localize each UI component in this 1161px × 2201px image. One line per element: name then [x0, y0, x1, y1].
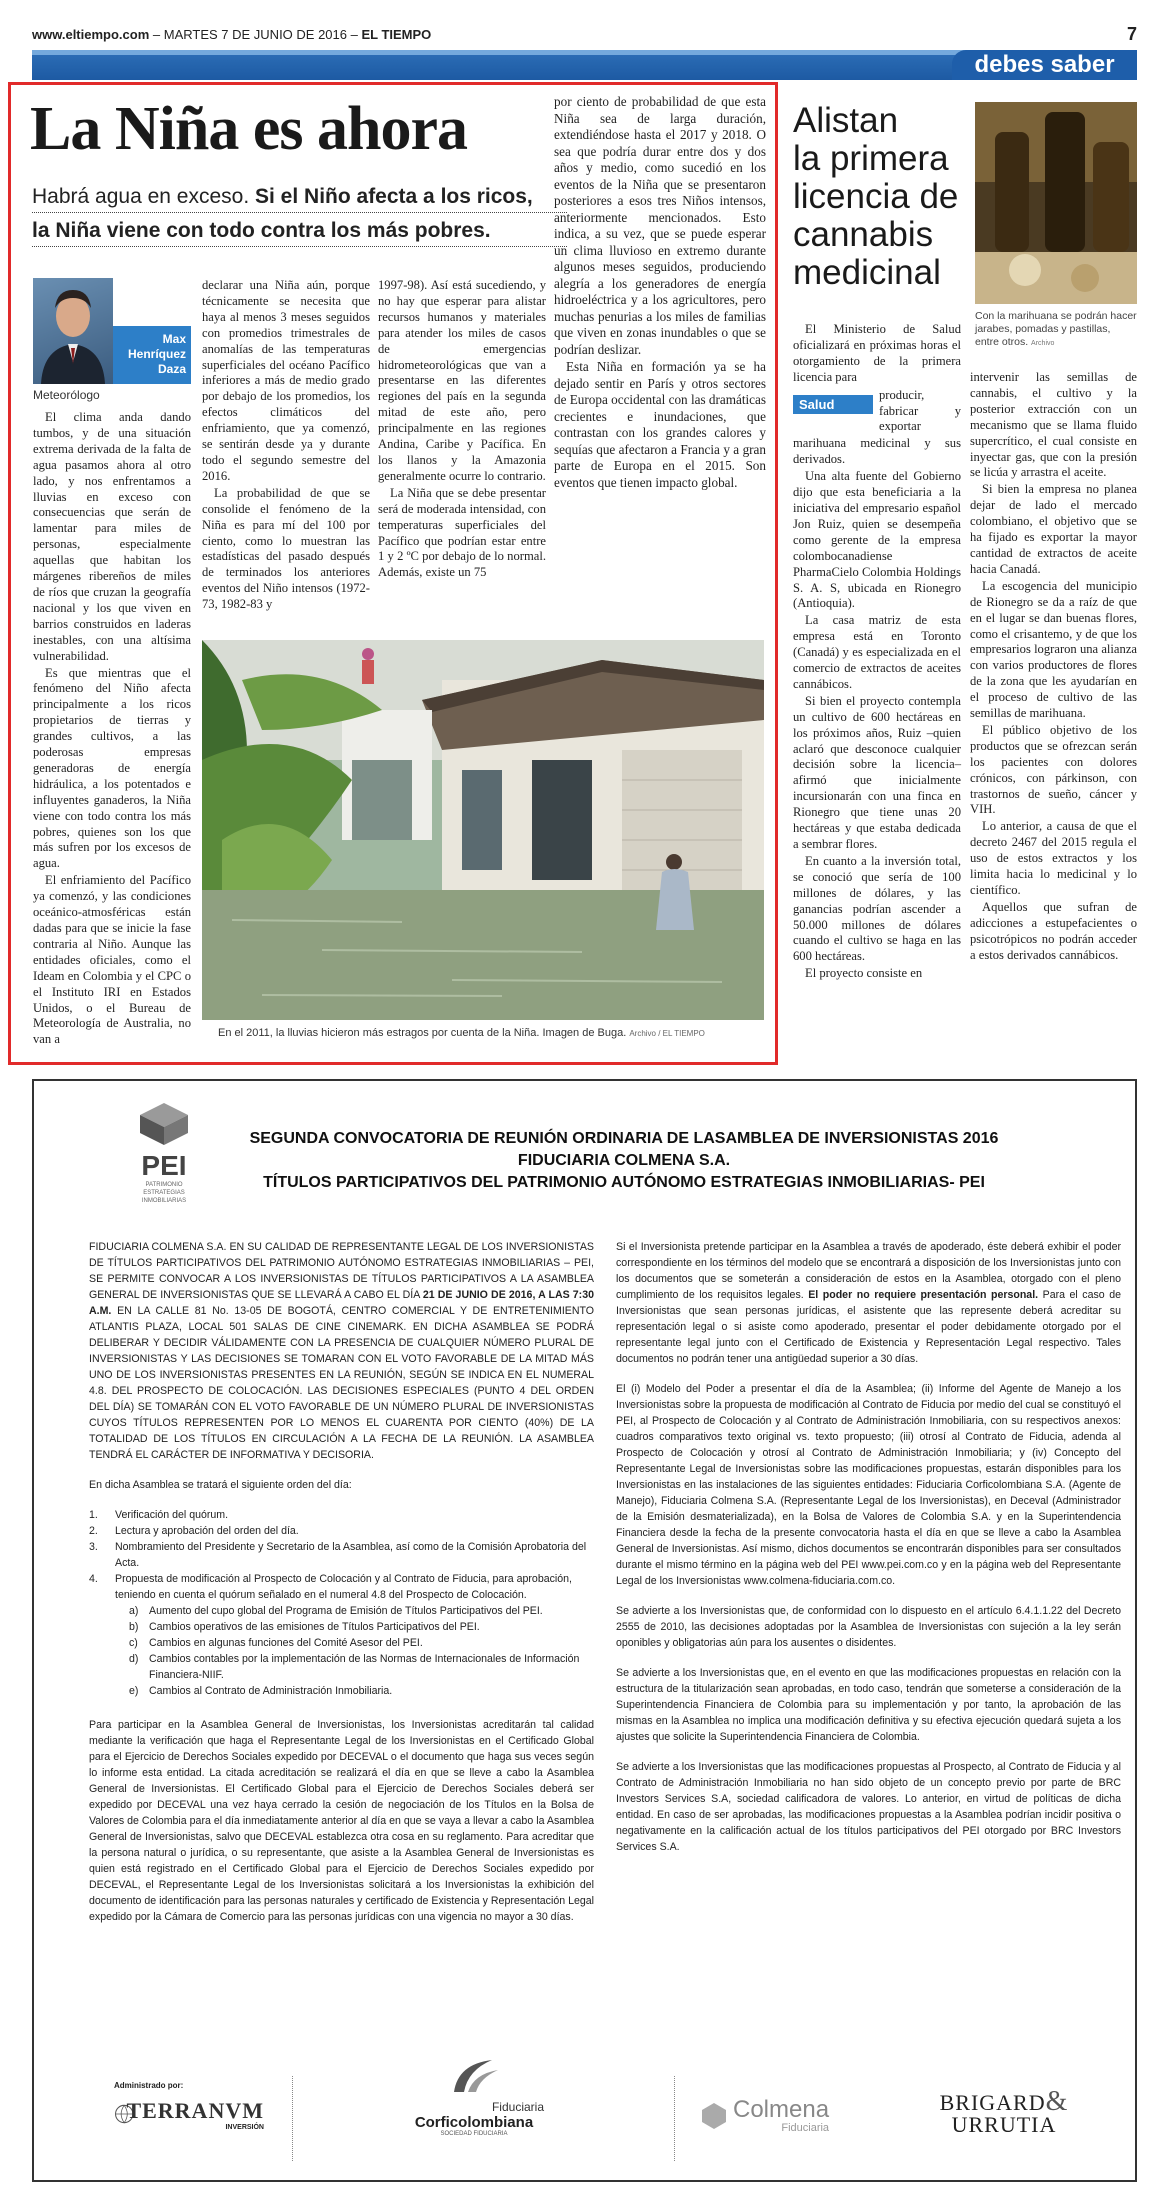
cannabis-photo: [975, 102, 1137, 304]
ad-title-1: SEGUNDA CONVOCATORIA DE REUNIÓN ORDINARIA DE LASAMBLEA DE INVERSIONISTAS 2016: [249, 1130, 999, 1147]
admin-label: Administrado por:: [114, 2081, 184, 2090]
agenda-num: 4.: [89, 1573, 98, 1585]
agenda-num: 1.: [89, 1509, 98, 1521]
side-colA-p5: En cuanto a la inversión total, se conoció que sería de 100 millones de dólares, y las ganancias podrían ascender a 50.000 millones de dólares cuando el cultivo se haga en las 600 hectáreas.: [793, 853, 961, 964]
side-colA-p2: Una alta fuente del Gobierno dijo que esta beneficiaria a la iniciativa del empresario español Jon Ruiz, quien se desempeña como gerente de la empresa colombocanadiense PharmaCielo Colombia Holdings S. A. S, ubicada en Rionegro (Antioquia).: [793, 469, 961, 611]
subagenda-text: Cambios al Contrato de Administración Inmobiliaria.: [149, 1685, 393, 1697]
author-name-box: [113, 326, 191, 384]
author-last: Daza: [157, 362, 186, 376]
ad-right-p2: El (i) Modelo del Poder a presentar el día de la Asamblea; (ii) Informe del Agente de Manejo a los Inversionistas sobre la propuesta de modificación al Contrato de Fiducia por medio del cual se constituyó el PEI, al Prospecto de Colocación y al Contrato de Administración Inmobiliaria, con su respectivos anexos: cuadros comparativos texto original vs. texto propuesto; (iii) otrosí al Contrato de Fiducia, adenda al Prospecto de Colocación y otrosí al Contrato de Administración Inmobiliaria; y (iv) Concepto del Representante Legal de Inversionistas sobre las modificaciones propuestas, estarán disponibles para los Inversionistas en las instalaciones de las siguientes entidades: Fiduciaria Corficolombiana S.A. (Agente de Manejo), Fiduciaria Colmena S.A. (Representante Legal de los Inversionistas), en Deceval (Administrador de la Emisión desmaterializada), en la Bolsa de Valores de Colombia S.A. y en la Superintendencia Financiera desde la fecha de la presente convocatoria hasta el día en que se lleve a cabo la Asamblea General de Inversionistas. Así mismo, dichos documentos se encontrarán disponibles para ser consultados durante el mismo término en la página web del PEI www.pei.com.co y en la página web del Representante Legal de los Inversionistas www.colmena-fiduciaria.com.co.: [616, 1383, 1121, 1587]
side-col-b: [970, 370, 1137, 965]
ad-right-p1-a: Si el Inversionista pretende participar en la Asamblea a través de apoderado, éste deberá exhibir el poder correspondiente en los términos del modelo que se encontrará a disposición de los Inversionistas junto con los documentos que se someterán a consideración de estos en la Asamblea, otorgado con el pleno cumplimiento de los requisitos legales.: [616, 1241, 1121, 1301]
ad-left-p3: Para participar en la Asamblea General de Inversionistas, los Inversionistas acreditarán tal calidad mediante la verificación que haga el Representante Legal de los Inversionistas en el Certificado Global para el Ejercicio de Derechos Sociales expedido por DECEVAL o el documento que haga sus veces según lo informe esta entidad. La citada acreditación se realizará el día en que se lleve a cabo la Asamblea General de Inversionistas. El Certificado Global para el Ejercicio de Derechos Sociales deberá ser expedido por DECEVAL una vez haya cerrado la cesión de negociación de los Títulos en la Bolsa de Valores de Colombia para el día inmediatamente anterior al día en que se vaya a llevar a cabo la Asamblea General de Inversionistas, salvo que DECEVAL establezca otra cosa en su reglamento. Para acreditar que la persona natural o jurídica, o su representante, que asiste a la Asamblea General de Inversionistas es quien está registrado en el Certificado Global para el Ejercicio de Derechos Sociales expedido por DECEVAL, el Representante Legal de los Inversionistas solicitará a los Inversionistas la exhibición del documento de identificación para las personas naturales y certificado de Existencia y Representación Legal expedido por la Cámara de Comercio para las personas jurídicas con una vigencia no mayor a 30 días.: [89, 1719, 594, 1923]
side-colB-p6: Aquellos que sufran de adicciones a estupefacientes o psicotrópicos no podrán acceder a estos derivados cannábicos.: [970, 899, 1137, 962]
main-headline: La Niña es ahora: [30, 95, 467, 163]
agenda-text: Verificación del quórum.: [115, 1509, 229, 1521]
agenda-item: [89, 1507, 594, 1523]
agenda-text: Nombramiento del Presidente y Secretario de la Asamblea, así como de la Comisión Aprobatoria del Acta.: [115, 1541, 587, 1569]
side-headline: [793, 102, 973, 292]
logo-divider: [674, 2076, 675, 2161]
main-col3-p2: La Niña que se debe presentar será de moderada intensidad, con temperaturas superficiales del Pacífico que podrían estar entre 1 y 2 ºC por debajo de lo normal. Además, existe un 75: [378, 485, 546, 580]
main-col3-p1: 1997-98). Así está sucediendo, y no hay que esperar para alistar recursos humanos y materiales para atender los miles de casos de emergencias hidrometeorológicas que van a presentarse en las diferentes regiones del país en la segunda mitad de este año, pero principalmente en las regiones Andina, Caribe y Pacífica. En los llanos y la Amazonia generalmente ocurre lo contrario.: [378, 278, 546, 483]
ad-left-p1-a: FIDUCIARIA COLMENA S.A. EN SU CALIDAD DE REPRESENTANTE LEGAL DE LOS INVERSIONISTAS DE TÍTULOS PARTICIPATIVOS DEL PATRIMONIO AUTÓNOMO ESTRATEGIAS INMOBILIARIAS – PEI, SE PERMITE CONVOCAR A LOS INVERSIONISTAS DE TÍTULOS PARTICIPATIVOS A LA ASAMBLEA GENERAL DE INVERSIONISTAS QUE SE LLEVARÁ A CABO EL DÍA: [89, 1241, 594, 1301]
subagenda-num: b): [129, 1621, 139, 1633]
agenda-text: Lectura y aprobación del orden del día.: [115, 1525, 299, 1537]
author-first: Max: [162, 332, 186, 346]
subagenda-item: [89, 1603, 594, 1619]
main-col1-p1: El clima anda dando tumbos, y de una situación extrema derivada de la falta de agua pasamos ahora al otro lado, y nos enfrentamos a lluvias en exceso con consecuencias que serán de lamentar para miles de personas, especialmente aquellas que habitan los márgenes ribereños de miles de ríos que cruzan la geografía nacional y los que viven en barrios construidos en laderas inestables, con una altísima vulnerabilidad.: [33, 410, 191, 663]
ad-right-p1-b: Para el caso de Inversionistas que sean personas jurídicas, el asistente que las represente deberá acreditar su representación legal o si asiste como apoderado, presentar el poder debidamente otorgado por el representante legal junto con el Certificado de Existencia y Representación Legal respectivo. Tales documentos no podrán tener una antigüedad superior a 30 días.: [616, 1289, 1121, 1365]
corficolombiana-text: Corficolombiana: [414, 2114, 534, 2131]
page-number: 7: [1126, 24, 1137, 44]
main-deck: [32, 183, 592, 247]
corficolombiana-swoosh-icon: [444, 2056, 504, 2096]
corficolombiana-top: Fiduciaria: [491, 2100, 544, 2114]
author-middle: Henríquez: [127, 347, 186, 361]
colmena-sub: Fiduciaria: [781, 2122, 830, 2134]
subagenda-text: Cambios operativos de las emisiones de Títulos Participativos del PEI.: [149, 1621, 480, 1633]
side-colA-p3: La casa matriz de esta empresa está en Toronto (Canadá) y es especializada en el comercio de extractos de aceites cannábicos.: [793, 613, 961, 691]
ad-left-p1-bold: 21 DE JUNIO DE 2016, A LAS 7:30 A.M.: [89, 1289, 594, 1317]
pei-logo-sub: PATRIMONIO ESTRATEGIAS INMOBILIARIAS: [141, 1182, 187, 1204]
cannabis-caption-text: Con la marihuana se podrán hacer jarabes, pomadas y pastillas, entre otros.: [975, 310, 1137, 348]
side-intro: El Ministerio de Salud oficializará en próximas horas el otorgamiento de la primera licencia para: [793, 322, 961, 384]
side-colB-p4: El público objetivo de los productos que se ofrezcan serán los pacientes con dolores crónicos, con párkinson, con trastornos de sueño, cáncer y VIH.: [970, 722, 1137, 817]
ad-left-p1: [89, 1239, 594, 1463]
page-header: [32, 25, 1137, 49]
site-url[interactable]: www.eltiempo.com: [32, 27, 150, 42]
subagenda-item: [89, 1651, 594, 1683]
subagenda-item: [89, 1635, 594, 1651]
side-headline-line-5: medicinal: [793, 253, 941, 292]
terranvm-logo: [114, 2081, 264, 2134]
side-headline-line-1: Alistan: [793, 101, 899, 140]
agenda-item: [89, 1571, 594, 1603]
ad-title-3: TÍTULOS PARTICIPATIVOS DEL PATRIMONIO AUTÓNOMO ESTRATEGIAS INMOBILIARIAS- PEI: [263, 1174, 985, 1191]
subagenda-num: d): [129, 1653, 139, 1665]
main-col-1: [33, 278, 191, 1049]
cannabis-photo-caption: [975, 310, 1137, 350]
subagenda-item: [89, 1619, 594, 1635]
deck-bold-2: la Niña viene con todo contra los más pobres.: [32, 219, 491, 242]
ad-left-p2: En dicha Asamblea se tratará el siguiente orden del día:: [89, 1479, 352, 1491]
cannabis-caption-credit: Archivo: [1031, 340, 1055, 347]
salud-row: [793, 388, 961, 437]
side-colB-p5: Lo anterior, a causa de que el decreto 2467 del 2015 regula el uso de estos extractos y los limita hacia lo medicinal y lo científico.: [970, 819, 1137, 897]
main-col1-p2: Es que mientras que el fenómeno del Niño afecta principalmente a los ricos propietarios de tierras y grandes cultivos, a las poderosas empresas generadoras de energía hidráulica, a los potentados e influyentes ganaderos, la Niña viene con todo contra los más pobres, quienes son los que más sufren por los excesos de agua.: [33, 665, 191, 871]
flood-photo: [202, 640, 764, 1020]
subagenda-num: c): [129, 1637, 138, 1649]
ad-right-p1: [616, 1239, 1121, 1367]
main-col2-p1: declarar una Niña aún, porque técnicamente se necesita que haya al menos 3 meses seguidos con promedios trimestrales de anomalías de las temperaturas superficiales del océano Pacífico inferiores a más de medio grado por debajo de los promedios, los efectos climáticos del enfriamiento, que ya comenzó, se sentirán desde ya y durante todo el segundo semestre del 2016.: [202, 278, 370, 483]
section-label: debes saber: [952, 50, 1137, 80]
flood-photo-caption: [218, 1027, 764, 1039]
side-colA-p1: marihuana medicinal y sus derivados.: [793, 436, 961, 467]
ad-title-2: FIDUCIARIA COLMENA S.A.: [517, 1152, 731, 1169]
agenda-num: 3.: [89, 1541, 98, 1553]
subagenda-text: Cambios en algunas funciones del Comité Asesor del PEI.: [149, 1637, 423, 1649]
colmena-logo: [699, 2098, 849, 2134]
agenda-num: 2.: [89, 1525, 98, 1537]
main-col-4: [554, 94, 766, 492]
main-col-3: [378, 278, 546, 582]
deck-bold-1: Si el Niño afecta a los ricos,: [255, 185, 533, 208]
side-col-a: [793, 322, 961, 983]
side-colA-p6: El proyecto consiste en: [805, 966, 923, 981]
pei-logo-text: PEI: [141, 1150, 187, 1181]
subagenda-item: [89, 1683, 594, 1699]
flood-caption-credit: Archivo / EL TIEMPO: [629, 1029, 705, 1038]
ad-left-p1-b: EN LA CALLE 81 No. 13-05 DE BOGOTÁ, CENTRO COMERCIAL Y DE ENTRETENIMIENTO ATLANTIS PLAZA, LOCAL 501 SALAS DE CINE CINEMARK. EN DICHA ASAMBLEA SE PODRÁ DELIBERAR Y DECIDIR VÁLIDAMENTE CON LA PRESENCIA DE CUALQUIER NÚMERO PLURAL DE INVERSIONISTAS Y LAS DECISIONES SE TOMARAN CON EL VOTO FAVORABLE DE LA MITAD MÁS UNO DE LOS INVERSIONISTAS PRESENTES EN LA REUNIÓN, SEGÚN SE INDICA EN EL NUMERAL 4.8. DEL PROSPECTO DE COLOCACIÓN. LAS DECISIONES ESPECIALES (PUNTO 4 DEL ORDEN DEL DÍA) SE TOMARÁN CON EL VOTO FAVORABLE DE UN NÚMERO PLURAL DE INVERSIONISTAS CUYOS TÍTULOS REPRESENTEN POR LO MENOS EL CUARENTA POR CIENTO (40%) DE LA TOTALIDAD DE LOS TÍTULOS EN CIRCULACIÓN A LA FECHA DE LA REUNIÓN. LA ASAMBLEA TENDRÁ EL CARÁCTER DE INFORMATIVA Y DECISORIA.: [89, 1305, 594, 1461]
agenda-text: Propuesta de modificación al Prospecto de Colocación y al Contrato de Fiducia, para aprobación, teniendo en cuenta el quórum señalado en el numeral 4.8 del Prospecto de Colocación.: [115, 1573, 572, 1601]
agenda-item: [89, 1539, 594, 1571]
ad-right-p3: Se advierte a los Inversionistas que, de conformidad con lo dispuesto en el artículo 6.4.1.1.22 del Decreto 2555 de 2010, las decisiones adoptadas por la Asamblea de Inversionistas con sujeción a la ley serán oponibles y obligatorias aún para los ausentes o disidentes.: [616, 1605, 1121, 1649]
side-colB-p2: Si bien la empresa no planea dejar de lado el mercado colombiano, el objetivo que se ha fijado es exportar la mayor cantidad de extractos de aceite hacia Canadá.: [970, 482, 1137, 576]
side-headline-line-2: la primera: [793, 139, 949, 178]
section-bar: [32, 50, 1137, 80]
ad-right-p5: Se advierte a los Inversionistas que las modificaciones propuestas al Prospecto, al Contrato de Fiducia y al Contrato de Administración Inmobiliaria no han sido objeto de un concepto previo por parte de BRC Investors Services S.A, sociedad calificadora de valores. Lo anterior, en virtud de políticas de dicha entidad. En caso de ser aprobadas, las modificaciones propuestas a la Asamblea podrían incidir positiva o negativamente en la calificación actual de los títulos participativos del PEI otorgado por BRC Investors Services S.A.: [616, 1761, 1121, 1853]
side-wrap-text: producir, fabricar y exportar: [879, 387, 961, 434]
brigard-text: BRIGARD: [939, 2090, 1046, 2115]
ad-titles: [194, 1128, 1054, 1194]
main-col-2: [202, 278, 370, 614]
author-box: [33, 278, 191, 384]
newspaper-name: EL TIEMPO: [361, 27, 432, 42]
corficolombiana-logo: [404, 2056, 544, 2137]
issue-date: MARTES 7 DE JUNIO DE 2016: [163, 27, 347, 42]
ad-left-column: [89, 1239, 594, 1939]
urrutia-text: URRUTIA: [951, 2112, 1057, 2137]
side-colA-p4: Si bien el proyecto contempla un cultivo de 600 hectáreas en los próximos años, Ruiz –quien aclaró que desconoce cualquier decisión sobre la licencia– afirmó que inicialmente incursionarán con una finca en Rionegro que tiene unas 20 hectáreas y que estaba dedicada a sembrar flores.: [793, 693, 961, 851]
main-col2-p2: La probabilidad de que se consolide el fenómeno de la Niña es para mí del 100 por ciento, como lo muestran las estadísticas del pasado después de terminados los anteriores eventos del Niño intensos (1972-73, 1982-83 y: [202, 485, 370, 612]
dateline: www.eltiempo.com – MARTES 7 DE JUNIO DE 2016 – EL TIEMPO: [32, 27, 432, 42]
terranvm-sub: INVERSIÓN: [225, 2123, 264, 2131]
side-colB-p1: intervenir las semillas de cannabis, el cultivo y la posterior extracción con un mecanismo que se llama fluido supercrítico, el cual consiste en inyectar gas, que con la presión se licúa y arrastra el aceite.: [970, 370, 1137, 480]
brigard-urrutia-logo: [929, 2086, 1079, 2137]
side-colB-p3: La escogencia del municipio de Rionegro se da a raíz de que en el lugar se dan buenas flores, como el crisantemo, y de que los empresarios lograron una alianza con varios productores de flores de la zona que les ayudarían en el proceso de cultivo de las semillas de marihuana.: [970, 578, 1137, 721]
ad-right-p4: Se advierte a los Inversionistas que, en el evento en que las modificaciones propuestas en relación con la estructura de la titularización sean aprobadas, en todo caso, tendrán que someterse a consideración de la Superintendencia Financiera de Colombia para su implementación y por tanto, la aprobación de las mismas en la Asamblea no implica una modificación definitiva y su efectiva ejecución quedará sujeta a los ajustes que solicite la Superintendencia Financiera de Colombia.: [616, 1667, 1121, 1743]
subagenda-num: a): [129, 1605, 139, 1617]
side-headline-line-4: cannabis: [793, 215, 934, 254]
pei-logo: [124, 1101, 204, 1205]
ad-notice: [32, 1079, 1137, 2182]
salud-tag-wrap: [793, 388, 873, 437]
pei-cube-icon: [136, 1101, 192, 1147]
author-photo: [33, 278, 113, 384]
main-col1-p3: El enfriamiento del Pacífico ya comenzó, y las condiciones oceánico-atmosféricas están dadas para que se inicie la fase contraria al Niño. Aunque las entidades oficiales, como el Ideam en Colombia y el CPC o el Instituto IRI en Estados Unidos, o el Bureau de Meteorología de Australia, no van a: [33, 873, 191, 1047]
logo-divider: [292, 2076, 293, 2161]
colmena-text: Colmena: [733, 2096, 830, 2123]
subagenda-text: Aumento del cupo global del Programa de Emisión de Títulos Participativos del PEI.: [149, 1605, 543, 1617]
subagenda-text: Cambios contables por la implementación de las Normas de Internacionales de Información Financiera-NIIF.: [149, 1653, 580, 1681]
agenda-item: [89, 1523, 594, 1539]
brigard-amp: &: [1045, 2086, 1069, 2117]
deck-light: Habrá agua en exceso.: [32, 185, 250, 208]
salud-tag: Salud: [793, 395, 873, 414]
flood-caption-text: En el 2011, la lluvias hicieron más estragos por cuenta de la Niña. Imagen de Buga.: [218, 1027, 627, 1039]
ad-agenda: [89, 1507, 594, 1699]
side-headline-line-3: licencia de: [793, 177, 959, 216]
main-col4-p1: por ciento de probabilidad de que esta Niña sea de larga duración, extendiéndose hasta el 2017 y 2018. O sea que podría durar entre dos y dos años y medio, como sucedió en los eventos de la Niña que se presentaron posteriores a esos tres Niños intensos, anteriormente mencionados. Esto indica, a su vez, que se puede esperar un clima lluvioso en extremo durante algunos meses seguidos, produciendo alegría a los generadores de energía hidroeléctrica y a los agricultores, pero muchas penurias a los miles de familias que viven en zonas inundables o que se podrían deslizar.: [554, 94, 766, 357]
subagenda-num: e): [129, 1685, 139, 1697]
ad-right-column: [616, 1239, 1121, 1869]
main-col4-p2: Esta Niña en formación ya se ha dejado sentir en París y otros sectores de Europa occidental con las dramáticas crecientes e inundaciones, que contrastan con los grandes calores y sequías que afectaron a Francia y a gran parte de Europa en el 2015. Son eventos que tienen impacto global.: [554, 359, 767, 490]
terranvm-text: TERRANVM: [126, 2097, 264, 2123]
corficolombiana-sub: SOCIEDAD FIDUCIARIA: [440, 2131, 508, 2137]
author-role: Meteorólogo: [33, 388, 100, 402]
ad-right-p1-bold: El poder no requiere presentación personal.: [808, 1289, 1039, 1301]
colmena-hexagon-icon: [699, 2101, 729, 2131]
